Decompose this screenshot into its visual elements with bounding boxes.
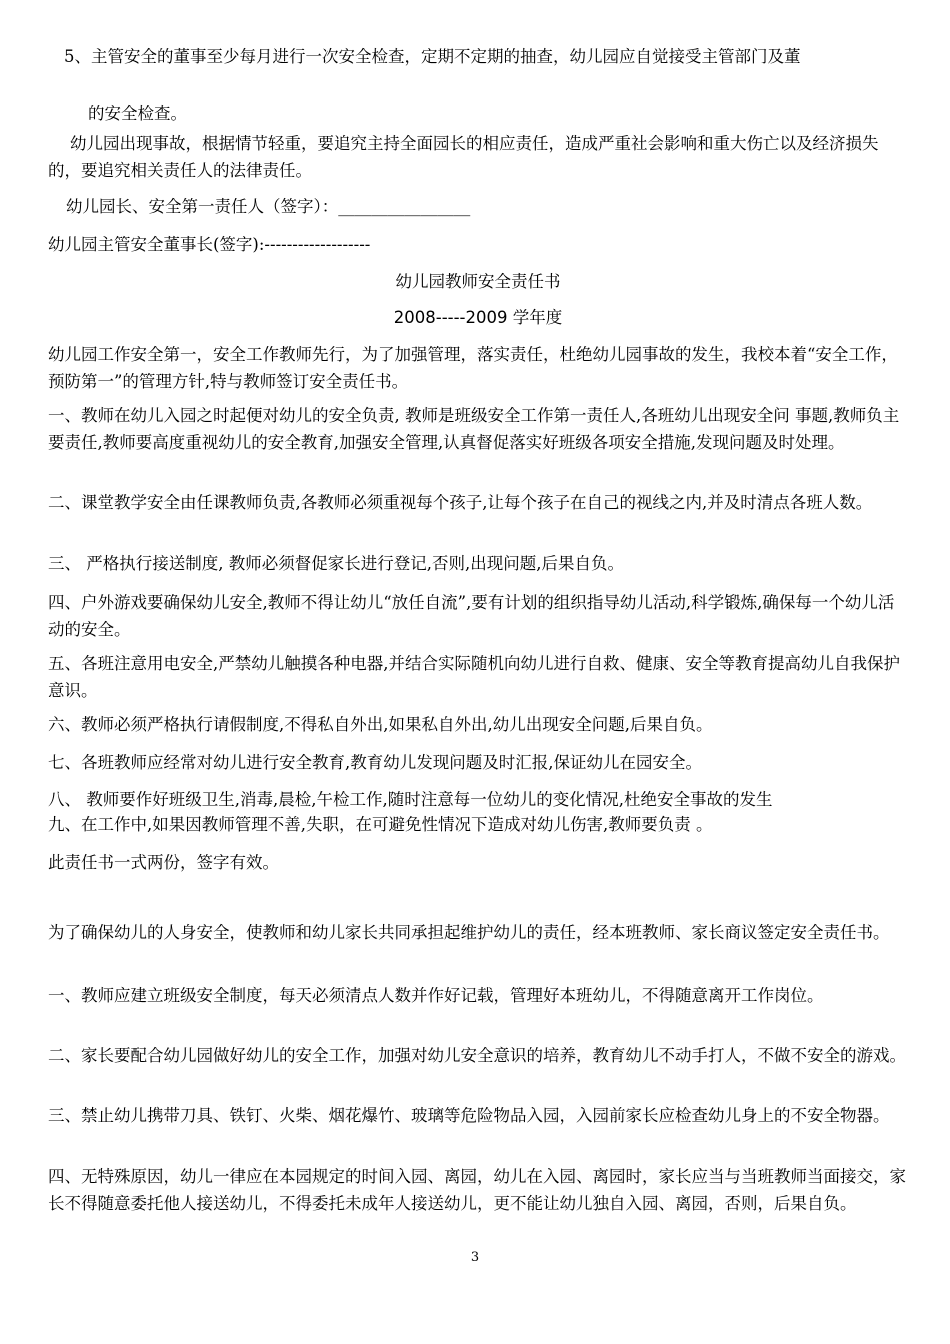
clause-5: 五、各班注意用电安全,严禁幼儿触摸各种电器,并结合实际随机向幼儿进行自救、健康、安全等教育提高幼儿自我保护意识。 (48, 654, 900, 700)
signature-line-director: 幼儿园长、安全第一责任人（签字）：________________ (66, 197, 471, 216)
clause-6: 六、教师必须严格执行请假制度,不得私自外出,如果私自外出,幼儿出现安全问题,后果自负。 (48, 715, 713, 734)
clause-8: 八、 教师要作好班级卫生,消毒,晨检,午检工作,随时注意每一位幼儿的变化情况,杜绝安全事故的发生 (48, 790, 773, 809)
clause-9: 九、在工作中,如果因教师管理不善,失职，在可避免性情况下造成对幼儿伤害,教师要负责 。 (48, 815, 713, 834)
page-number: 3 (470, 1250, 480, 1265)
clause-1: 一、教师在幼儿入园之时起便对幼儿的安全负责, 教师是班级安全工作第一责任人,各班幼儿出现安全问 事题,教师负主要责任,教师要高度重视幼儿的安全教育,加强安全管理,认真督促落实好班级各项安全措施,发现问题及时处理。 (48, 406, 900, 452)
parent-clause-4: 四、无特殊原因，幼儿一律应在本园规定的时间入园、离园，幼儿在入园、离园时，家长应当与当班教师当面接交，家长不得随意委托他人接送幼儿，不得委托未成年人接送幼儿，更不能让幼儿独自入园、离园，否则，后果自负。 (48, 1167, 906, 1213)
clause-2: 二、课堂教学安全由任课教师负责,各教师必须重视每个孩子,让每个孩子在自己的视线之内,并及时清点各班人数。 (48, 493, 873, 512)
clause-3: 三、 严格执行接送制度, 教师必须督促家长进行登记,否则,出现问题,后果自负。 (48, 554, 624, 573)
signature-line-chairman: 幼儿园主管安全董事长(签字):------------------- (48, 235, 371, 254)
document-year: 2008-----2009 学年度 (393, 308, 563, 327)
clause-4: 四、户外游戏要确保幼儿安全,教师不得让幼儿“放任自流”,要有计划的组织指导幼儿活动,科学锻炼,确保每一个幼儿活动的安全。 (48, 593, 895, 639)
paragraph-item5-line1: 5、主管安全的董事至少每月进行一次安全检查，定期不定期的抽查，幼儿园应自觉接受主管部门及董 (64, 47, 801, 66)
parent-clause-1: 一、教师应建立班级安全制度，每天必须清点人数并作好记载，管理好本班幼儿，不得随意离开工作岗位。 (48, 986, 824, 1005)
intro-paragraph: 幼儿园工作安全第一，安全工作教师先行，为了加强管理，落实责任，杜绝幼儿园事故的发生，我校本着“安全工作，预防第一”的管理方针,特与教师签订安全责任书。 (48, 345, 898, 391)
parent-clause-2: 二、家长要配合幼儿园做好幼儿的安全工作，加强对幼儿安全意识的培养，教育幼儿不动手打人，不做不安全的游戏。 (48, 1046, 906, 1065)
closing-note: 此责任书一式两份，签字有效。 (48, 853, 279, 872)
document-title: 幼儿园教师安全责任书 (395, 272, 561, 291)
paragraph-accident-liability: 幼儿园出现事故，根据情节轻重，要追究主持全面园长的相应责任，造成严重社会影响和重大伤亡以及经济损失的，要追究相关责任人的法律责任。 (48, 134, 879, 180)
paragraph-item5-line2: 的安全检查。 (88, 104, 187, 123)
parent-agreement-intro: 为了确保幼儿的人身安全，使教师和幼儿家长共同承担起维护幼儿的责任，经本班教师、家长商议签定安全责任书。 (48, 923, 890, 942)
parent-clause-3: 三、禁止幼儿携带刀具、铁钉、火柴、烟花爆竹、玻璃等危险物品入园，入园前家长应检查幼儿身上的不安全物器。 (48, 1106, 890, 1125)
clause-7: 七、各班教师应经常对幼儿进行安全教育,教育幼儿发现问题及时汇报,保证幼儿在园安全。 (48, 753, 702, 772)
